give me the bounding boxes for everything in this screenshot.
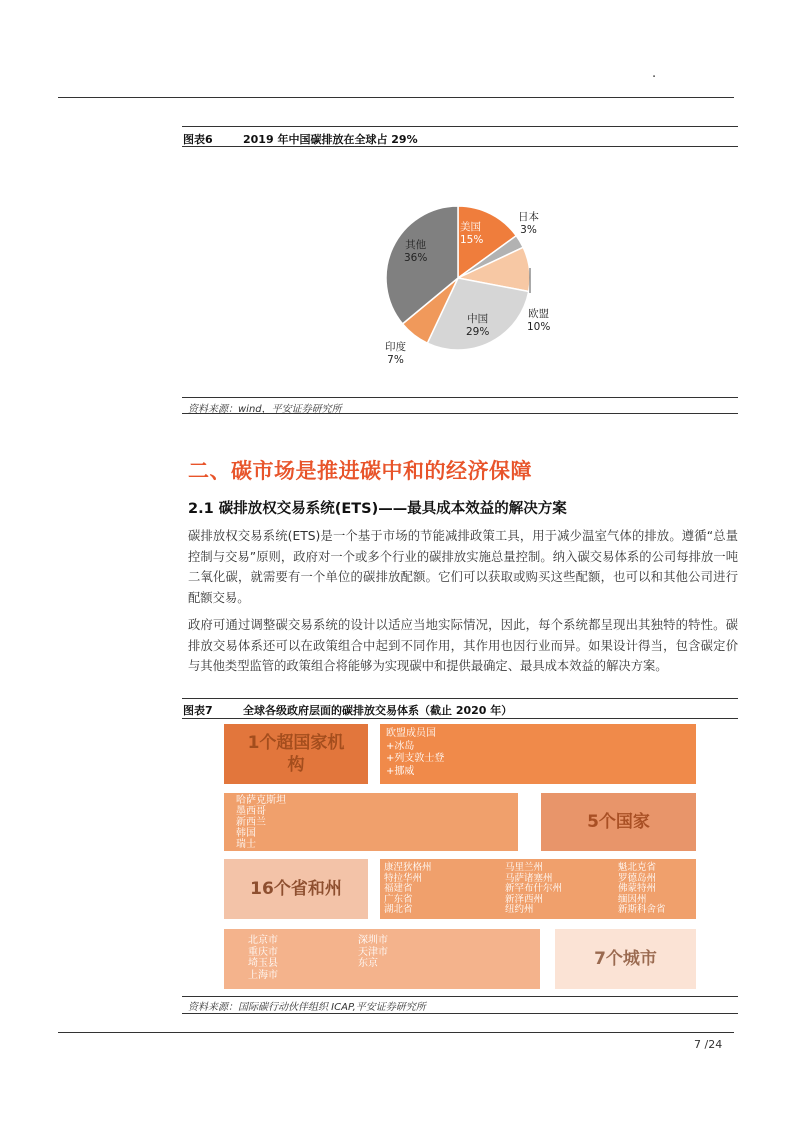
- tier4-item: 东京: [358, 958, 378, 969]
- figure6-source-rule: [182, 397, 738, 398]
- tier3-item: 佛蒙特州: [618, 883, 657, 894]
- pie-label-usa-value: 15%: [460, 234, 484, 246]
- figure6-title-rule: [182, 146, 738, 147]
- tier3-list-box: [380, 859, 696, 919]
- figure6-source: 资料来源：wind，平安证券研究所: [188, 404, 342, 415]
- pie-label-china-value: 29%: [466, 326, 490, 338]
- pie-label-other: [404, 239, 427, 265]
- tier3-item: 新斯科舍省: [618, 904, 666, 915]
- tier2-list-box: [224, 793, 518, 851]
- pie-chart: [182, 150, 738, 390]
- pie-label-other-value: 36%: [404, 252, 428, 264]
- tier3-item: 罗德岛州: [618, 872, 657, 884]
- tier2-title: 5个国家: [587, 812, 650, 832]
- tier2-item: 瑞士: [236, 839, 256, 850]
- tier2-item: 韩国: [236, 828, 256, 839]
- tier1-title-box: [224, 724, 368, 784]
- pie-label-other-name: 其他: [405, 239, 427, 251]
- tier4-title: 7个城市: [594, 949, 657, 969]
- section-subheading: 2.1 碳排放权交易系统(ETS)——最具成本效益的解决方案: [188, 501, 567, 517]
- pie-label-india-name: 印度: [385, 341, 406, 353]
- pie-label-japan: [518, 211, 539, 237]
- figure7-title: 全球各级政府层面的碳排放交易体系（截止 2020 年）: [243, 704, 513, 717]
- pie-label-usa-name: 美国: [460, 221, 481, 233]
- tier4-title-box: [555, 929, 696, 989]
- tier3-title: 16个省和州: [250, 879, 342, 899]
- figure7-source: 资料来源：国际碳行动伙伴组织 ICAP,平安证券研究所: [188, 1002, 426, 1013]
- figure6-label: 图表6: [183, 133, 213, 146]
- paragraph-1: 碳排放权交易系统(ETS)是一个基于市场的节能减排政策工具，用于减少温室气体的排放。遵循“总量控制与交易”原则，政府对一个或多个行业的碳排放实施总量控制。纳入碳交易体系的公司每排放一吨二氧化碳，就需要有一个单位的碳排放配额。它们可以获取或购买这些配额，也可以和其他公司进行配额交易。: [188, 529, 738, 605]
- pie-label-japan-name: 日本: [518, 211, 539, 223]
- tier3-item: 纽约州: [505, 904, 534, 915]
- pie-label-india: [385, 341, 406, 367]
- tier3-item: 马里兰州: [505, 862, 544, 873]
- section-heading: 二、碳市场是推进碳中和的经济保障: [188, 459, 532, 483]
- header-rule: [58, 97, 734, 98]
- tier4-item: 重庆市: [248, 946, 278, 958]
- figure6-bottom-rule: [182, 413, 738, 414]
- tier4-item: 上海市: [248, 969, 278, 981]
- tier3-item: 康涅狄格州: [384, 862, 432, 873]
- page-number: 7 /24: [694, 1038, 723, 1051]
- tier2-item: 哈萨克斯坦: [236, 795, 286, 806]
- figure7-source-rule: [182, 996, 738, 997]
- pie-label-india-value: 7%: [387, 354, 404, 366]
- tier3-item: 缅因州: [618, 893, 647, 905]
- tier4-list-col1: [248, 935, 278, 981]
- figure7-top-rule: [182, 698, 738, 699]
- pie-label-eu-name: 欧盟: [528, 308, 550, 320]
- figure7-title-rule: [182, 718, 738, 719]
- tier4-item: 天津市: [358, 946, 388, 958]
- tier4-item: 深圳市: [358, 935, 388, 946]
- tier4-list-box: [224, 929, 540, 989]
- tier3-item: 魁北克省: [618, 862, 657, 873]
- tier3-item: 新泽西州: [505, 893, 544, 905]
- tier4-list-col2: [358, 935, 388, 970]
- tier3-item: 新罕布什尔州: [505, 883, 563, 894]
- tier2-list: [236, 795, 286, 850]
- tier3-item: 特拉华州: [384, 872, 423, 884]
- figure7-label: 图表7: [183, 704, 213, 717]
- paragraph-2: 政府可通过调整碳交易系统的设计以适应当地实际情况，因此，每个系统都呈现出其独特的特性。碳排放交易体系还可以在政策组合中起到不同作用，其作用也因行业而异。如果设计得当，包含碳定价与其他类型监管的政策组合将能够为实现碳中和提供最确定、最具成本效益的解决方案。: [188, 618, 738, 673]
- pie-label-china-name: 中国: [467, 313, 489, 325]
- tier4-item: 北京市: [248, 935, 278, 946]
- pie-label-eu: [527, 308, 550, 334]
- tier2-item: 新西兰: [236, 817, 266, 828]
- figure7-bottom-rule: [182, 1013, 738, 1014]
- tier1-list-box: [380, 724, 696, 784]
- figure6-title: 2019 年中国碳排放在全球占 29%: [243, 133, 418, 146]
- tier3-list-col3: [618, 863, 666, 916]
- header-mark: .: [652, 66, 657, 81]
- tier3-item: 马萨诸塞州: [505, 872, 553, 884]
- tier1-item: +挪威: [386, 765, 415, 777]
- tier1-item: +列支敦士登: [386, 753, 445, 764]
- pie-label-japan-value: 3%: [520, 224, 537, 236]
- tier1-title: 1个超国家机构: [247, 733, 345, 775]
- tier3-list-col1: [384, 863, 432, 916]
- tier1-list: [386, 728, 444, 778]
- tier3-item: 湖北省: [384, 904, 413, 915]
- pie-label-usa: [460, 221, 483, 247]
- figure6-top-rule: [182, 126, 738, 127]
- tier2-title-box: [541, 793, 696, 851]
- tier1-item: 欧盟成员国: [386, 728, 436, 739]
- tier3-list-col2: [505, 863, 562, 916]
- tier3-title-box: [224, 859, 368, 919]
- pie-label-eu-value: 10%: [527, 321, 551, 333]
- tier1-item: +冰岛: [386, 740, 415, 752]
- footer-rule: [58, 1032, 734, 1033]
- tier3-item: 广东省: [384, 893, 413, 905]
- tier2-item: 墨西哥: [236, 806, 266, 817]
- tier4-item: 埼玉县: [248, 958, 278, 969]
- tier3-item: 福建省: [384, 883, 413, 894]
- pie-label-china: [466, 313, 489, 339]
